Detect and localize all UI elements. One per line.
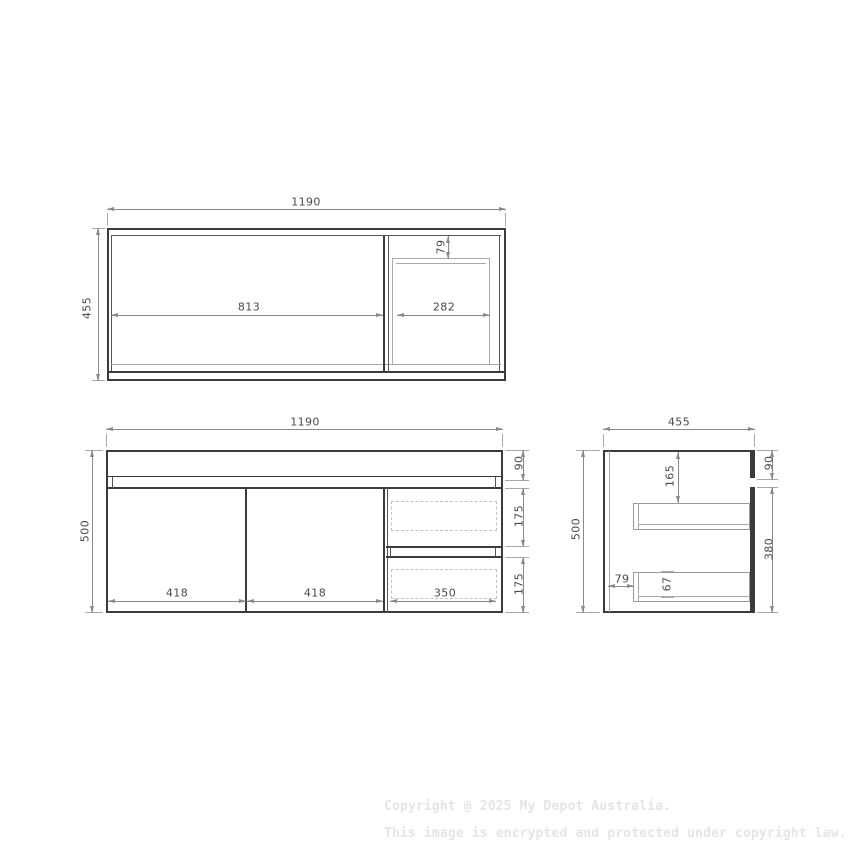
dim-front-bottom-drawer: 175 bbox=[512, 572, 526, 596]
dim-drawer-front: 350 bbox=[433, 586, 457, 600]
dim-drawer-inner-depth: 67 bbox=[660, 576, 674, 592]
dim-front-benchtop: 90 bbox=[512, 455, 526, 471]
dim-right-door: 418 bbox=[303, 586, 327, 600]
dim-side-height: 500 bbox=[569, 517, 583, 541]
dim-cabinet-body: 380 bbox=[762, 537, 776, 561]
dim-side-benchtop: 90 bbox=[762, 455, 776, 471]
dim-plan-width: 1190 bbox=[291, 195, 321, 209]
dim-plan-right-opening: 282 bbox=[432, 300, 456, 314]
dim-front-width: 1190 bbox=[290, 415, 320, 429]
dim-drawer-offset: 165 bbox=[663, 464, 677, 488]
watermark-line1: Copyright @ 2025 My Depot Australia. bbox=[384, 799, 672, 814]
dim-plan-left-opening: 813 bbox=[237, 300, 261, 314]
dim-back-clearance: 79 bbox=[614, 572, 630, 586]
dim-side-depth: 455 bbox=[667, 415, 691, 429]
watermark-line2: This image is encrypted and protected under copyright law. bbox=[384, 826, 847, 841]
dim-left-door: 418 bbox=[165, 586, 189, 600]
dim-front-top-drawer: 175 bbox=[512, 504, 526, 528]
dim-plan-back-rail: 79 bbox=[434, 239, 448, 255]
dim-front-height: 500 bbox=[78, 519, 92, 543]
dim-plan-depth: 455 bbox=[80, 296, 94, 320]
